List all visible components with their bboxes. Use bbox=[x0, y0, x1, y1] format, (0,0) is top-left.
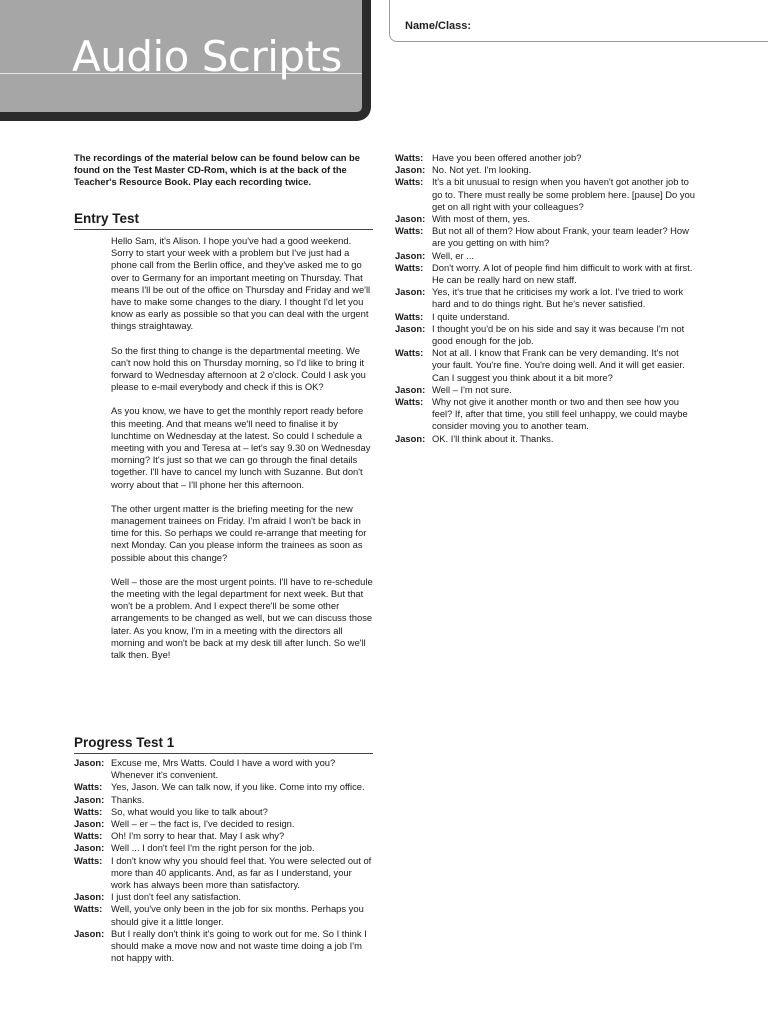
speaker-label: Watts: bbox=[74, 830, 103, 842]
speaker-label: Watts: bbox=[395, 261, 424, 273]
speech-text: Excuse me, Mrs Watts. Could I have a word with you? Whenever it's convenient. bbox=[111, 757, 336, 781]
dialogue-turn bbox=[395, 433, 695, 445]
speaker-label: Watts: bbox=[74, 854, 103, 866]
entry-paragraph: So the first thing to change is the departmental meeting. We can't now hold this on Thursday morning, so I'd like to bring it forward to Wednesday afternoon at 2 o'clock. Could I ask you please to e-mail everybody and check if this is OK? bbox=[111, 344, 366, 393]
speaker-label: Watts: bbox=[395, 347, 424, 359]
speech-text: Don't worry. A lot of people find him difficult to work with at first. He can be really hard on new staff. bbox=[432, 261, 693, 286]
entry-paragraph: Hello Sam, it's Alison. I hope you've had a good weekend. Sorry to start your week with a problem but I've just had a phone call from the Berlin office, and they've asked me to go over to Germany for an important meeting on Thursday. That means I'll be out of the office on Thursday and Friday and we'll have to make some changes to the diary. I thought I'd let you know as early as possible so that you can deal with the urgent things straightaway. bbox=[111, 235, 371, 332]
dialogue-left-column bbox=[74, 757, 374, 964]
speaker-label: Watts: bbox=[395, 152, 424, 163]
speech-text: But I really don't think it's going to work out for me. So I think I should make a move now and not waste time doing a job I'm not happy with. bbox=[111, 927, 367, 964]
speech-text: Well – I'm not sure. bbox=[432, 383, 512, 395]
speech-text: But not all of them? How about Frank, your team leader? How are you getting on with him? bbox=[432, 225, 689, 249]
speech-text: Have you been offered another job? bbox=[432, 152, 582, 163]
speaker-label: Jason: bbox=[74, 793, 105, 805]
speech-text: It's a bit unusual to resign when you haven't got another job to go to. There must really be some problem here. [pause] Do you get on all right with your colleagues? bbox=[432, 176, 695, 212]
speech-text: Well – er – the fact is, I've decided to resign. bbox=[111, 818, 295, 830]
dialogue-turn bbox=[395, 213, 695, 225]
speech-text: I quite understand. bbox=[432, 310, 510, 322]
speaker-label: Watts: bbox=[74, 781, 103, 793]
speech-text: Oh! I'm sorry to hear that. May I ask why? bbox=[111, 830, 285, 842]
progress-test-heading: Progress Test 1 bbox=[74, 735, 175, 750]
speaker-label: Jason: bbox=[395, 432, 426, 444]
dialogue-turn bbox=[395, 262, 695, 286]
dialogue-turn bbox=[395, 384, 695, 396]
dialogue-turn bbox=[74, 806, 374, 818]
speaker-label: Jason: bbox=[395, 213, 426, 225]
speaker-label: Jason: bbox=[74, 842, 105, 854]
speech-text: Well, you've only been in the job for six months. Perhaps you should give it a little longer. bbox=[111, 903, 364, 927]
dialogue-turn bbox=[395, 286, 695, 310]
name-class-label: Name/Class: bbox=[405, 20, 472, 32]
entry-test-heading: Entry Test bbox=[74, 211, 140, 226]
dialogue-turn bbox=[395, 323, 695, 347]
speech-text: No. Not yet. I'm looking. bbox=[432, 164, 532, 176]
entry-paragraph: As you know, we have to get the monthly report ready before this meeting. And that means we'll need to finalise it by lunchtime on Wednesday at the latest. So could I schedule a meeting with you and Teresa at – let's say 9.30 on Wednesday morning? It's just so that we can go through the final details together. I'll have to cancel my lunch with Suzanne. But don't worry about that – I'll phone her this afternoon. bbox=[111, 405, 371, 490]
entry-test-script bbox=[111, 235, 375, 673]
entry-test-rule bbox=[74, 229, 373, 230]
page-title: Audio Scripts bbox=[72, 32, 342, 81]
dialogue-turn bbox=[395, 164, 695, 176]
dialogue-turn bbox=[74, 928, 374, 965]
dialogue-turn bbox=[395, 396, 695, 433]
dialogue-turn bbox=[74, 818, 374, 830]
dialogue-turn bbox=[74, 781, 374, 793]
speech-text: I don't know why you should feel that. You were selected out of more than 40 applicants. And, as far as I understand, your work has always been more than satisfactory. bbox=[111, 854, 372, 891]
speech-text: Why not give it another month or two and then see how you feel? If, after that time, you still feel unhappy, we could maybe consider moving you to another team. bbox=[432, 396, 688, 432]
dialogue-turn bbox=[395, 347, 695, 384]
speech-text: OK. I'll think about it. Thanks. bbox=[432, 432, 554, 444]
speaker-label: Watts: bbox=[395, 310, 424, 322]
dialogue-turn bbox=[395, 250, 695, 262]
speech-text: Thanks. bbox=[111, 793, 145, 805]
speech-text: I thought you'd be on his side and say it was because I'm not good enough for the job. bbox=[432, 322, 685, 347]
dialogue-turn bbox=[74, 842, 374, 854]
dialogue-turn bbox=[74, 794, 374, 806]
speaker-label: Jason: bbox=[74, 891, 105, 903]
dialogue-turn bbox=[395, 311, 695, 323]
dialogue-turn bbox=[74, 855, 374, 892]
speech-text: Well ... I don't feel I'm the right person for the job. bbox=[111, 842, 315, 854]
speaker-label: Jason: bbox=[395, 322, 426, 334]
dialogue-turn bbox=[74, 757, 374, 781]
speaker-label: Watts: bbox=[74, 805, 103, 817]
entry-paragraph: Well – those are the most urgent points. I'll have to re-schedule the meeting with the legal department for next week. But that won't be a problem. And I expect there'll be some other arrangements to be changed as well, but we can discuss those later. As you know, I'm in a meeting with the directors all morning and won't be back at my desk till after lunch. So we'll talk then. Bye! bbox=[111, 575, 373, 661]
speaker-label: Jason: bbox=[74, 927, 105, 939]
speech-text: Yes, it's true that he criticises my work a lot. I've tried to work hard and to do things right. But he's never satisfied. bbox=[432, 286, 684, 310]
intro-text: The recordings of the material below can be found below can be found on the Test Master CD-Rom, which is at the back of the Teacher's Resource Book. Play each recording twice. bbox=[74, 152, 360, 188]
dialogue-turn bbox=[74, 891, 374, 903]
speaker-label: Watts: bbox=[395, 176, 424, 188]
speech-text: Well, er ... bbox=[432, 249, 475, 261]
entry-paragraph: The other urgent matter is the briefing meeting for the new management trainees on Friday. I'm afraid I won't be back in time for this. So perhaps we could re-arrange that meeting for next Monday. Can you please inform the trainees as soon as possible about this change? bbox=[111, 502, 367, 563]
speech-text: Not at all. I know that Frank can be very demanding. It's not your fault. You're fine. You're doing well. And it will get easier. Can I suggest you think about it a bit more? bbox=[432, 347, 685, 383]
speaker-label: Watts: bbox=[395, 225, 424, 237]
speech-text: With most of them, yes. bbox=[432, 213, 530, 225]
speaker-label: Watts: bbox=[395, 396, 424, 408]
dialogue-turn bbox=[395, 176, 695, 213]
speaker-label: Jason: bbox=[74, 757, 105, 768]
speech-text: Yes, Jason. We can talk now, if you like. Come into my office. bbox=[111, 781, 365, 793]
speaker-label: Jason: bbox=[395, 164, 426, 176]
dialogue-turn bbox=[74, 903, 374, 927]
speaker-label: Jason: bbox=[395, 249, 426, 261]
speaker-label: Jason: bbox=[395, 286, 426, 298]
speech-text: I just don't feel any satisfaction. bbox=[111, 891, 241, 903]
dialogue-turn bbox=[395, 152, 695, 164]
speaker-label: Jason: bbox=[74, 818, 105, 830]
speaker-label: Jason: bbox=[395, 383, 426, 395]
dialogue-right-column bbox=[395, 152, 695, 445]
dialogue-turn bbox=[395, 225, 695, 249]
progress-test-rule bbox=[74, 753, 373, 754]
speaker-label: Watts: bbox=[74, 903, 103, 915]
dialogue-turn bbox=[74, 830, 374, 842]
speech-text: So, what would you like to talk about? bbox=[111, 805, 268, 817]
